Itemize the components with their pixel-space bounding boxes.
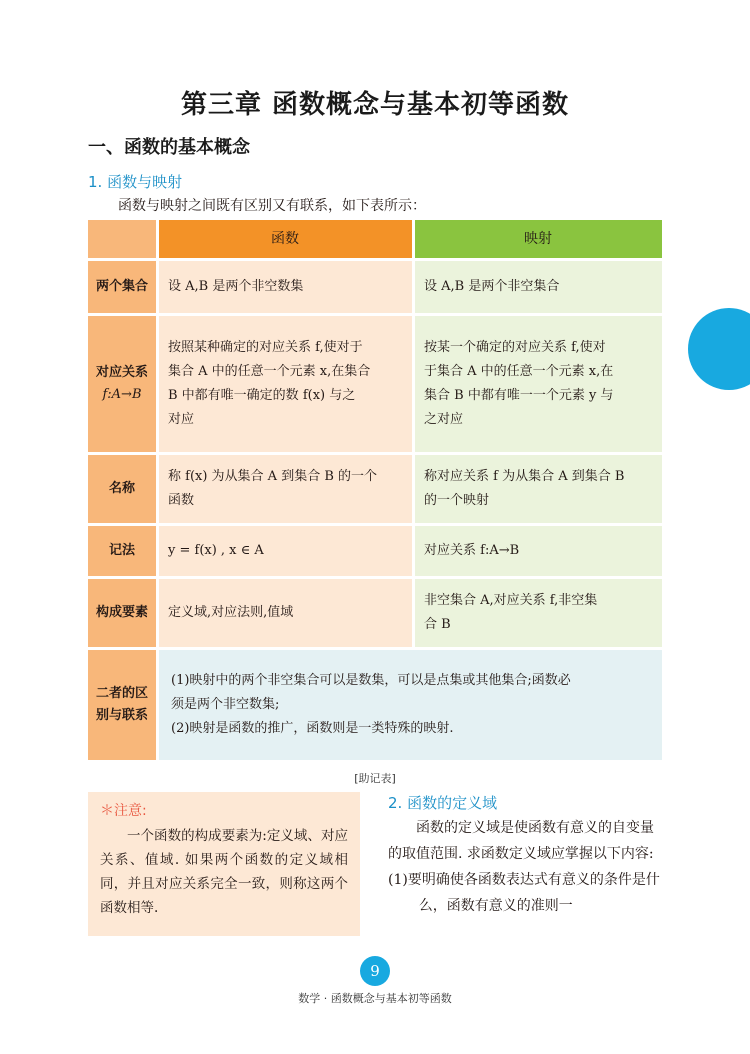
page-footer: 数学 · 函数概念与基本初等函数 [298, 992, 452, 1005]
cell-mapping: 称对应关系 f 为从集合 A 到集合 B 的一个映射 [415, 455, 662, 523]
intro-text: 函数与映射之间既有区别又有联系，如下表所示： [118, 198, 426, 214]
table-row [88, 261, 662, 313]
row-label: 构成要素 [88, 579, 156, 647]
chapter-title: 第三章 函数概念与基本初等函数 [180, 90, 570, 120]
cell-function: 定义域,对应法则,值域 [159, 579, 412, 647]
side-tab-marker [688, 308, 750, 390]
note-box [88, 792, 360, 936]
cell-function: y = f(x) , x ∈ A [159, 526, 412, 576]
page-number: 9 [360, 956, 390, 986]
subsection-title-mapping: 1. 函数与映射 [88, 173, 183, 191]
section-title: 一、函数的基本概念 [88, 137, 250, 158]
cell-relation: (1)映射中的两个非空集合可以是数集，可以是点集或其他集合;函数必 须是两个非空数集; (2)映射是函数的推广，函数则是一类特殊的映射. [159, 650, 662, 760]
table-caption: [助记表] [354, 772, 396, 785]
table-row [88, 650, 662, 760]
row-label: 名称 [88, 455, 156, 523]
table-row [88, 316, 662, 452]
cell-mapping: 非空集合 A,对应关系 f,非空集 合 B [415, 579, 662, 647]
cell-function: 设 A,B 是两个非空数集 [159, 261, 412, 313]
row-label: 对应关系 f:A→B [88, 316, 156, 452]
table-corner-cell [88, 220, 156, 258]
note-body: 一个函数的构成要素为:定义域、对应关系、值域. 如果两个函数的定义域相同，并且对应关系完全一致，则称这两个函数相等. [100, 828, 348, 916]
table-row [88, 455, 662, 523]
domain-paragraph: 函数的定义域是使函数有意义的自变量的取值范围. 求函数定义域应掌握以下内容: [388, 820, 654, 862]
table-row [88, 579, 662, 647]
cell-mapping: 按某一个确定的对应关系 f,使对 于集合 A 中的任意一个元素 x,在 集合 B 中都有唯一一个元素 y 与 之对应 [415, 316, 662, 452]
header-mapping: 映射 [415, 220, 662, 258]
domain-rule-1: (1)要明确使各函数表达式有意义的条件是什么，函数有意义的准则一 [388, 872, 660, 914]
table-header-row [88, 220, 662, 258]
cell-mapping: 对应关系 f:A→B [415, 526, 662, 576]
cell-function: 称 f(x) 为从集合 A 到集合 B 的一个 函数 [159, 455, 412, 523]
header-function: 函数 [159, 220, 412, 258]
cell-function: 按照某种确定的对应关系 f,使对于 集合 A 中的任意一个元素 x,在集合 B 中都有唯一确定的数 f(x) 与之 对应 [159, 316, 412, 452]
subsection-title-domain: 2. 函数的定义域 [388, 794, 498, 812]
note-title: ＊注意: [100, 803, 147, 819]
table-row [88, 526, 662, 576]
row-label: 记法 [88, 526, 156, 576]
row-label: 二者的区 别与联系 [88, 650, 156, 760]
cell-mapping: 设 A,B 是两个非空集合 [415, 261, 662, 313]
row-label: 两个集合 [88, 261, 156, 313]
domain-text [388, 815, 664, 919]
